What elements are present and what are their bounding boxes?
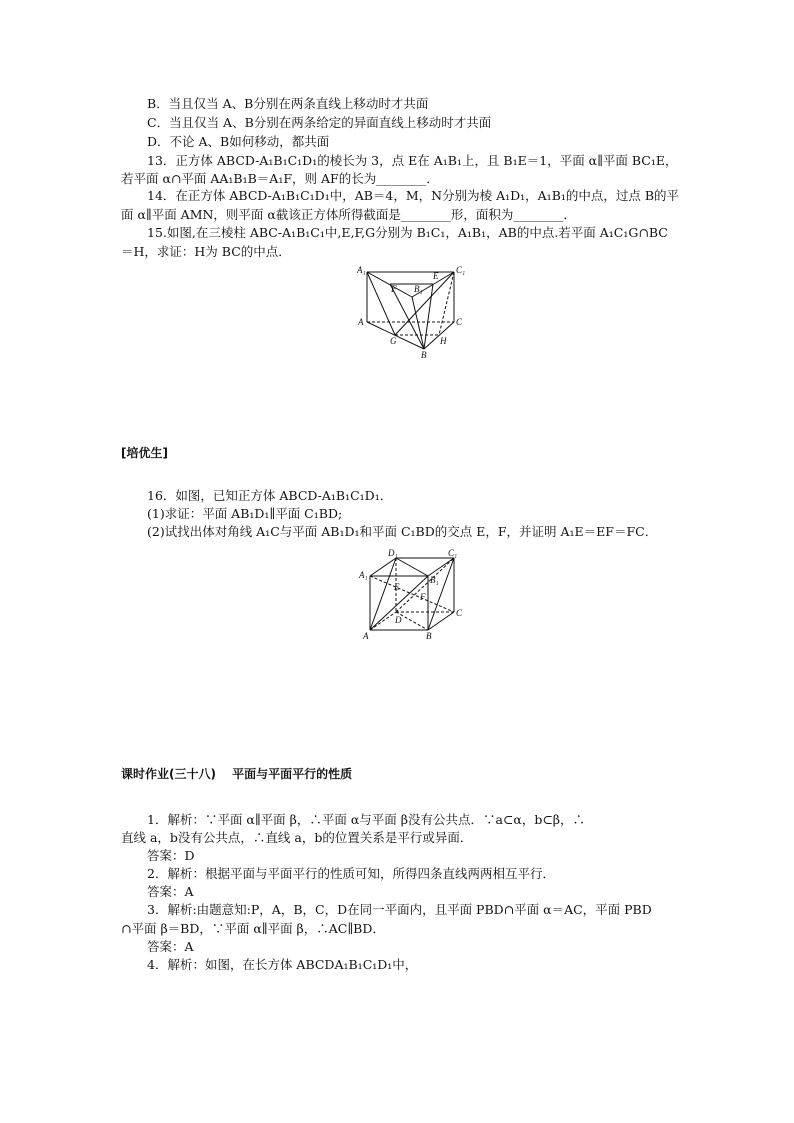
question-16-line1: 16．如图，已知正方体 ABCD-A₁B₁C₁D₁． [147, 488, 393, 503]
question-15-line2: ＝H，求证：H为 BC的中点． [121, 244, 291, 259]
question-14-line2: 面 α∥平面 AMN，则平面 α截该正方体所得截面是________形，面积为________． [121, 207, 576, 222]
prism-figure [355, 262, 470, 362]
label-A1: A₁ [357, 265, 366, 275]
answer-4-line1: 4．解析：如图，在长方体 ABCDA₁B₁C₁D₁中， [147, 957, 418, 972]
label-F: F [420, 592, 426, 602]
option-d: D．不论 A、B如何移动，都共面 [147, 134, 330, 149]
question-16-line3: (2)试找出体对角线 A₁C与平面 AB₁D₁和平面 C₁BD的交点 E，F，并证明 A₁E＝EF＝FC． [147, 524, 658, 539]
label-B: B [426, 631, 432, 640]
label-A: A [363, 631, 369, 640]
question-13-line2: 若平面 α∩平面 AA₁B₁B＝A₁F，则 AF的长为________． [121, 171, 439, 186]
answer-3-line1: 3．解析:由题意知:P，A，B，C，D在同一平面内，且平面 PBD∩平面 α＝AC，平面 PBD [147, 902, 652, 917]
label-G: G [390, 336, 397, 346]
question-15-line1: 15.如图,在三棱柱 ABC-A₁B₁C₁中,E,F,G分别为 B₁C₁，A₁B₁，AB的中点.若平面 A₁C₁G∩BC [147, 225, 668, 240]
answer-3-key: 答案：A [147, 939, 194, 954]
label-D1: D₁ [388, 548, 398, 558]
label-H: H [440, 336, 447, 346]
label-C1: C₁ [456, 265, 466, 275]
answers-title: 课时作业(三十八) 平面与平面平行的性质 [121, 767, 353, 781]
section-header-advanced: [培优生] [121, 446, 168, 460]
question-14-line1: 14．在正方体 ABCD-A₁B₁C₁D₁中，AB＝4，M，N分别为棱 A₁D₁，A₁B₁的中点，过点 B的平 [147, 188, 680, 203]
label-B1: B₁ [430, 575, 439, 585]
answer-1-line1: 1．解析：∵平面 α∥平面 β，∴平面 α与平面 β没有公共点．∵a⊂α，b⊂β，∴ [147, 812, 586, 827]
answer-1-line2: 直线 a，b没有公共点，∴直线 a，b的位置关系是平行或异面． [121, 830, 473, 845]
question-16-line2: (1)求证：平面 AB₁D₁∥平面 C₁BD; [147, 506, 343, 521]
label-C1: C₁ [448, 548, 458, 558]
answer-1-key: 答案：D [147, 848, 195, 863]
label-A: A [358, 317, 364, 327]
answer-3-line2: ∩平面 β＝BD，∵平面 α∥平面 β，∴AC∥BD． [121, 921, 385, 936]
option-c: C．当且仅当 A、B分别在两条给定的异面直线上移动时才共面 [147, 115, 492, 130]
cube-figure [358, 548, 468, 640]
label-D: D [395, 615, 402, 625]
label-C: C [456, 317, 463, 327]
label-F: F [391, 284, 397, 294]
label-A1: A₁ [359, 570, 368, 580]
label-E: E [394, 582, 400, 592]
label-E: E [433, 271, 439, 281]
label-B: B [421, 350, 427, 360]
label-C: C [456, 608, 463, 618]
label-B1: B₁ [414, 284, 423, 294]
answer-2-line1: 2．解析：根据平面与平面平行的性质可知，所得四条直线两两相互平行． [147, 866, 555, 881]
question-13-line1: 13．正方体 ABCD-A₁B₁C₁D₁的棱长为 3，点 E在 A₁B₁上，且 B₁E＝1，平面 α∥平面 BC₁E， [147, 153, 678, 168]
answer-2-key: 答案：A [147, 884, 194, 899]
option-b: B．当且仅当 A、B分别在两条直线上移动时才共面 [147, 96, 429, 111]
